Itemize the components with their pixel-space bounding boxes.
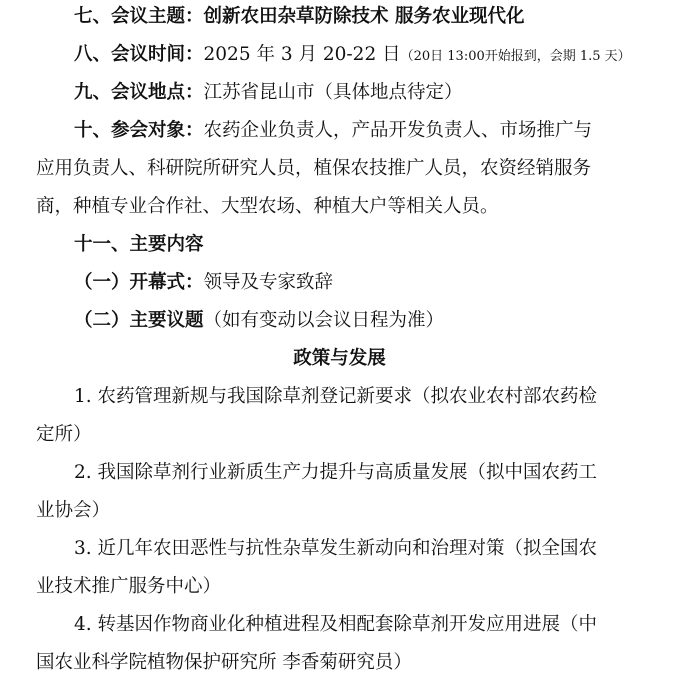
section-8-date: 2025 年 3 月 20-22 日 [203, 44, 401, 65]
section-8-note: （20日 13:00开始报到，会期 1.5 天） [400, 49, 631, 64]
sub-section-topics [74, 308, 679, 334]
item-4-line-2: 国农业科学院植物保护研究所 李香菊研究员） [36, 652, 412, 673]
item-1-line-2: 定所） [36, 424, 92, 445]
item-4-line-1: 4. 转基因作物商业化种植进程及相配套除草剂开发应用进展（中 [74, 614, 598, 635]
section-10-attendees [74, 118, 679, 144]
section-9-value: 江苏省昆山市（具体地点待定） [203, 82, 463, 103]
section-9-location [74, 80, 679, 106]
item-3-line-2: 业技术推广服务中心） [36, 576, 222, 597]
item-2-line-1: 2. 我国除草剂行业新质生产力提升与高质量发展（拟中国农药工 [74, 462, 598, 483]
section-9-label: 九、会议地点： [74, 82, 204, 103]
section-10-line-2: 应用负责人、科研院所研究人员，植保农技推广人员，农资经销服务 [36, 158, 592, 179]
section-7-theme [74, 4, 679, 30]
section-10-line-3: 商，种植专业合作社、大型农场、种植大户等相关人员。 [36, 196, 499, 217]
sub-1-label: （一）开幕式： [74, 272, 204, 293]
item-3-line-1: 3. 近几年农田恶性与抗性杂草发生新动向和治理对策（拟全国农 [74, 538, 598, 559]
section-8-time [74, 42, 679, 70]
item-2-line-2: 业协会） [36, 500, 111, 521]
sub-2-label: （二）主要议题 [74, 310, 204, 331]
section-7-value: 创新农田杂草防除技术 服务农业现代化 [203, 6, 525, 27]
section-7-label: 七、会议主题： [74, 6, 204, 27]
section-11-heading: 十一、主要内容 [74, 234, 204, 255]
section-8-label: 八、会议时间： [74, 44, 204, 65]
topic-heading: 政策与发展 [293, 348, 386, 369]
section-10-label: 十、参会对象： [74, 120, 204, 141]
sub-2-value: （如有变动以会议日程为准） [203, 310, 445, 331]
section-10-line-1: 农药企业负责人，产品开发负责人、市场推广与 [203, 120, 593, 141]
sub-section-opening [74, 270, 679, 296]
sub-1-value: 领导及专家致辞 [203, 272, 334, 293]
item-1-line-1: 1. 农药管理新规与我国除草剂登记新要求（拟农业农村部农药检 [74, 386, 598, 407]
